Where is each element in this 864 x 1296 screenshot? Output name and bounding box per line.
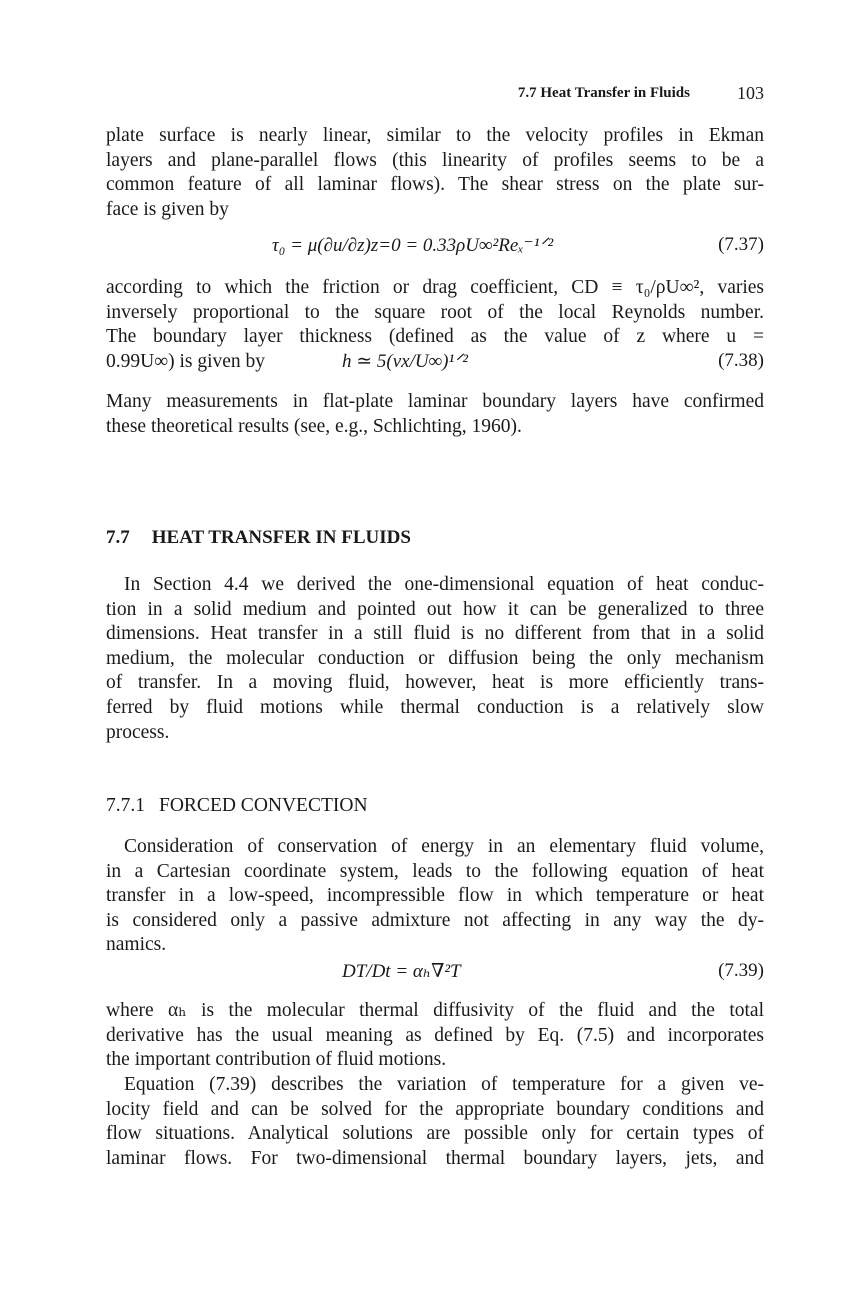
- text-line: Equation (7.39) describes the variation of temperature for a given ve-: [124, 1074, 764, 1095]
- equation-number: (7.39): [718, 960, 764, 981]
- text-line: tion in a solid medium and pointed out how it can be generalized to three: [106, 598, 764, 620]
- equation-7-38: [106, 350, 764, 376]
- text-line: ferred by fluid motions while thermal conduction is a relatively slow: [106, 696, 764, 718]
- running-header: [106, 83, 764, 107]
- text-line: the important contribution of fluid motions.: [106, 1049, 447, 1071]
- text-line: namics.: [106, 934, 167, 956]
- text-line: transfer in a low-speed, incompressible flow in which temperature or heat: [106, 885, 764, 907]
- text-line: is considered only a passive admixture not affecting in any way the dy-: [106, 909, 764, 931]
- text-line: derivative has the usual meaning as defined by Eq. (7.5) and incorporates: [106, 1024, 764, 1046]
- paragraph-6: [106, 999, 764, 1073]
- text-line: dimensions. Heat transfer in a still fluid is no different from that in a solid: [106, 623, 764, 645]
- text-line: The boundary layer thickness (defined as the value of z where u =: [106, 326, 764, 348]
- text-line: Consideration of conservation of energy in an elementary fluid volume,: [124, 836, 764, 857]
- equation-expression: τ₀ = μ(∂u/∂z)z=0 = 0.33ρU∞²Reₓ⁻¹ᐟ²: [272, 235, 554, 256]
- paragraph-7: [106, 1073, 764, 1171]
- section-number: 7.7: [106, 527, 130, 548]
- equation-number: (7.38): [718, 350, 764, 371]
- text-line: medium, the molecular conduction or diffusion being the only mechanism: [106, 647, 764, 669]
- text-line: according to which the friction or drag coefficient, CD ≡ τ₀/ρU∞², varies: [106, 277, 764, 298]
- running-title: 7.7 Heat Transfer in Fluids: [517, 85, 690, 101]
- section-title: HEAT TRANSFER IN FLUIDS: [151, 527, 411, 548]
- text-line: inversely proportional to the square root of the local Reynolds number.: [106, 301, 764, 323]
- text-line: layers and plane-parallel flows (this linearity of profiles seems to be a: [106, 149, 764, 171]
- paragraph-3: [106, 390, 764, 439]
- paragraph-1: [106, 124, 764, 222]
- paragraph-4: [106, 573, 764, 745]
- equation-number: (7.37): [718, 234, 764, 255]
- text-line: plate surface is nearly linear, similar to the velocity profiles in Ekman: [106, 125, 764, 146]
- text-line: of transfer. In a moving fluid, however, heat is more efficiently trans-: [106, 672, 764, 694]
- text-line: face is given by: [106, 198, 229, 220]
- text-line: these theoretical results (see, e.g., Schlichting, 1960).: [106, 415, 522, 437]
- text-line: In Section 4.4 we derived the one-dimensional equation of heat conduc-: [124, 574, 764, 595]
- text-line: laminar flows. For two-dimensional thermal boundary layers, jets, and: [106, 1147, 764, 1169]
- section-heading: [106, 527, 411, 549]
- equation-7-39: [106, 960, 764, 986]
- text-line: in a Cartesian coordinate system, leads to the following equation of heat: [106, 860, 764, 882]
- equation-7-37: [106, 234, 764, 260]
- page-number: 103: [737, 83, 764, 103]
- subsection-title: FORCED CONVECTION: [159, 795, 368, 816]
- equation-expression: DT/Dt = αₕ∇²T: [342, 961, 461, 982]
- text-line: 0.99U∞) is given by: [106, 350, 266, 372]
- subsection-heading: [106, 795, 368, 817]
- text-line: common feature of all laminar flows). The shear stress on the plate sur-: [106, 174, 764, 196]
- subsection-number: 7.7.1: [106, 795, 145, 816]
- text-line: where αₕ is the molecular thermal diffusivity of the fluid and the total: [106, 1000, 764, 1021]
- equation-expression: h ≃ 5(νx/U∞)¹ᐟ²: [342, 351, 468, 372]
- text-line: flow situations. Analytical solutions are possible only for certain types of: [106, 1123, 764, 1145]
- text-line: locity field and can be solved for the appropriate boundary conditions and: [106, 1098, 764, 1120]
- text-line: Many measurements in flat-plate laminar boundary layers have confirmed: [106, 391, 764, 412]
- text-line: process.: [106, 721, 170, 743]
- paragraph-5: [106, 835, 764, 958]
